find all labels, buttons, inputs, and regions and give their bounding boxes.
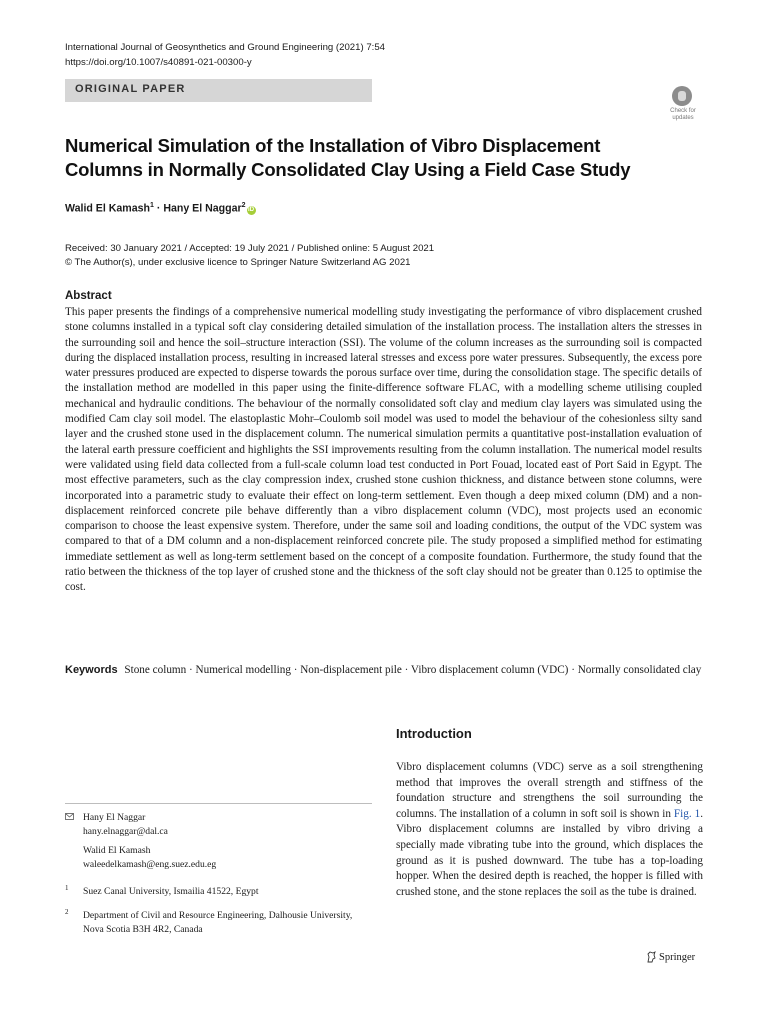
paper-title [65, 134, 685, 182]
history-dates: Received: 30 January 2021 / Accepted: 19 July 2021 / Published online: 5 August 2021 [65, 243, 435, 254]
keywords-list: Stone column · Numerical modelling · Non-displacement pile · Vibro displacement column (VDC) · Normally consolidated clay [124, 664, 702, 676]
introduction-body [396, 760, 703, 900]
publisher-name: Springer [659, 952, 696, 963]
crossmark-icon [672, 86, 692, 106]
title-line-2: Columns in Normally Consolidated Clay Using a Field Case Study [65, 159, 631, 180]
article-type-banner [65, 79, 372, 102]
article-type-label: ORIGINAL PAPER [75, 83, 186, 95]
figure-reference-link[interactable]: Fig. 1 [673, 807, 701, 820]
keywords-section [65, 663, 702, 679]
crossmark-badge[interactable] [664, 85, 702, 125]
affiliation-2 [65, 909, 372, 936]
crossmark-label: Check for updates [670, 108, 696, 121]
affiliation-text: Department of Civil and Resource Engineering, Dalhousie University, Nova Scotia B3H 4R2, Canada [83, 909, 353, 935]
author-separator: · [156, 202, 161, 215]
author-list [65, 202, 256, 215]
publisher-logo [646, 951, 695, 963]
journal-header [65, 40, 385, 70]
abstract-body: This paper presents the findings of a comprehensive numerical modelling study investigating the performance of vibro displacement crushed stone columns installed in a typical soft clay considering detailed simulation of the installation process. The installation alters the stresses in the surrounding soil and hence the soil–structure interaction (SSI). The volume of the column increases as the surrounding soil is compacted during the displaced installation process, resulting in increased lateral stresses and excess pore water pressures. Subsequently, the excess pore water pressures produced are expected to disperse towards the porous surface over time, during the consolidation stage. The specific details of the installation method are modelled in this paper using the finite-difference software FLAC, with a modelling scheme utilising coupled mechanical and hydraulic conditions. The behaviour of the normally consolidated soft clay and medium clay layers was simulated using the modified Cam clay soil model. The elastoplastic Mohr–Coulomb soil model was used to model the behaviour of the cohesionless silty sand layer and the crushed stone used in the displacement column. The numerical simulation permits a quantitative post-installation evaluation of the lateral earth pressure coefficient and highlights the SSI improvements resulting from the column installation. The numerical model results were validated using field data collected from a full-scale column load test conducted in Port Fouad, located east of Port Said in Egypt. The most effective parameters, such as the clay compression index, crushed stone cushion thickness, and distance between stone columns, were incorporated into a parametric study to evaluate their effect on long-term settlement. Even though a deep mixed column (DM) and a non-displacement reinforced concrete pile behave differently than a vibro displacement column (VDC), most projects used an economic comparison to choose the least expensive system. Therefore, under the same soil and loading conditions, the output of the VDC system was compared to that of a DM column and a non-displacement reinforced concrete pile. The study proposed a simplified method for estimating immediate settlement as well as long-term settlement based on the concept of a composite foundation. Furthermore, the study found that the ratio between the thickness of the top layer of crushed stone and the thickness of the soft clay should not be greater than 0.125 to optimise the cost. [65, 306, 702, 594]
corresponding-author-name: Hany El Naggar [83, 812, 146, 823]
copyright-notice: © The Author(s), under exclusive licence to Springer Nature Switzerland AG 2021 [65, 257, 411, 268]
orcid-icon[interactable]: iD [248, 206, 255, 213]
corresponding-author-email[interactable]: hany.elnaggar@dal.ca [83, 825, 168, 837]
coauthor-name: Walid El Kamash [83, 845, 151, 857]
affiliation-number: 2 [65, 907, 69, 916]
affiliation-number: 1 [65, 884, 69, 893]
coauthor-email[interactable]: waleedelkamash@eng.suez.edu.eg [83, 858, 217, 870]
journal-citation: International Journal of Geosynthetics and Ground Engineering (2021) 7:54 [65, 42, 385, 53]
title-line-1: Numerical Simulation of the Installation of Vibro Displacement [65, 135, 601, 156]
abstract-heading: Abstract [65, 290, 112, 302]
correspondence-block [65, 811, 372, 936]
affiliation-marker: 1 [149, 202, 154, 209]
introduction-text: Vibro displacement columns (VDC) serve as a soil strengthening method that improves the overall strength and stiffness of the foundation structure and strengthens the soil surrounding the columns. The installation of a column in soft soil is shown in [396, 761, 703, 820]
affiliation-1 [65, 885, 372, 899]
footnote-divider [65, 803, 372, 804]
publication-dates [65, 242, 434, 270]
introduction-heading: Introduction [396, 726, 472, 741]
affiliation-marker: 2 [241, 202, 246, 209]
author-name: Walid El Kamash [65, 202, 150, 215]
introduction-text: . Vibro displacement columns are installed by vibro driving a specially made vibrating tube into the ground, which displaces the ground as it is pushed downward. The tube has a top-loading hopper. When the desired depth is reached, the hopper is filled with crushed stone, and the stone replaces the soil as the tube is drained. [396, 807, 703, 898]
envelope-icon [65, 813, 74, 820]
author-name: Hany El Naggar [163, 202, 242, 215]
doi-link[interactable]: https://doi.org/10.1007/s40891-021-00300-y [65, 57, 252, 68]
keywords-heading: Keywords [65, 664, 118, 676]
springer-horse-icon [646, 951, 657, 963]
affiliation-text: Suez Canal University, Ismailia 41522, Egypt [83, 886, 259, 898]
